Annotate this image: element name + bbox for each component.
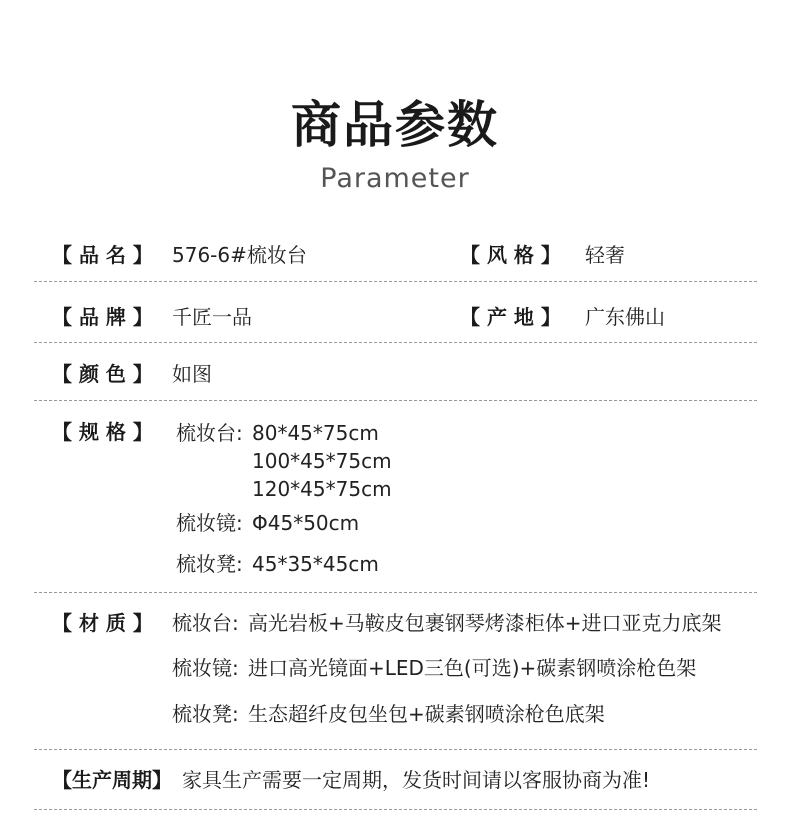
- divider: [34, 809, 757, 810]
- material-item-value: 进口高光镜面+LED三色(可选)+碳素钢喷涂枪色架: [248, 656, 697, 680]
- divider: [34, 592, 757, 593]
- divider: [34, 342, 757, 343]
- spec-item-value: 45*35*45cm: [252, 552, 379, 576]
- spec-item-name: 梳妆凳:: [176, 552, 243, 576]
- divider: [34, 281, 757, 282]
- name-label: 【 品 名 】: [52, 243, 153, 267]
- spec-label: 【 规 格 】: [52, 420, 153, 444]
- spec-item-value: 80*45*75cm: [252, 421, 379, 445]
- color-value: 如图: [172, 362, 212, 386]
- page-title: 商品参数: [291, 96, 499, 154]
- divider: [34, 400, 757, 401]
- spec-item-name: 梳妆台:: [176, 421, 243, 445]
- divider: [34, 749, 757, 750]
- material-label: 【 材 质 】: [52, 611, 153, 635]
- origin-value: 广东佛山: [585, 305, 665, 329]
- spec-item-value: 120*45*75cm: [252, 477, 392, 501]
- brand-value: 千匠一品: [172, 305, 252, 329]
- material-item-name: 梳妆镜:: [172, 656, 239, 680]
- material-item-value: 高光岩板+马鞍皮包裹钢琴烤漆柜体+进口亚克力底架: [248, 611, 722, 635]
- style-value: 轻奢: [585, 243, 625, 267]
- page-subtitle: Parameter: [320, 163, 470, 194]
- material-item-value: 生态超纤皮包坐包+碳素钢喷涂枪色底架: [248, 702, 605, 726]
- spec-item-name: 梳妆镜:: [176, 511, 243, 535]
- production-value: 家具生产需要一定周期，发货时间请以客服协商为准!: [182, 768, 651, 792]
- name-value: 576-6#梳妆台: [172, 243, 307, 267]
- origin-label: 【 产 地 】: [460, 305, 561, 329]
- material-item-name: 梳妆凳:: [172, 702, 239, 726]
- style-label: 【 风 格 】: [460, 243, 561, 267]
- spec-item-value: 100*45*75cm: [252, 449, 392, 473]
- brand-label: 【 品 牌 】: [52, 305, 153, 329]
- spec-item-value: Φ45*50cm: [252, 511, 360, 535]
- color-label: 【 颜 色 】: [52, 362, 153, 386]
- production-label: 【生产周期】: [52, 768, 172, 792]
- material-item-name: 梳妆台:: [172, 611, 239, 635]
